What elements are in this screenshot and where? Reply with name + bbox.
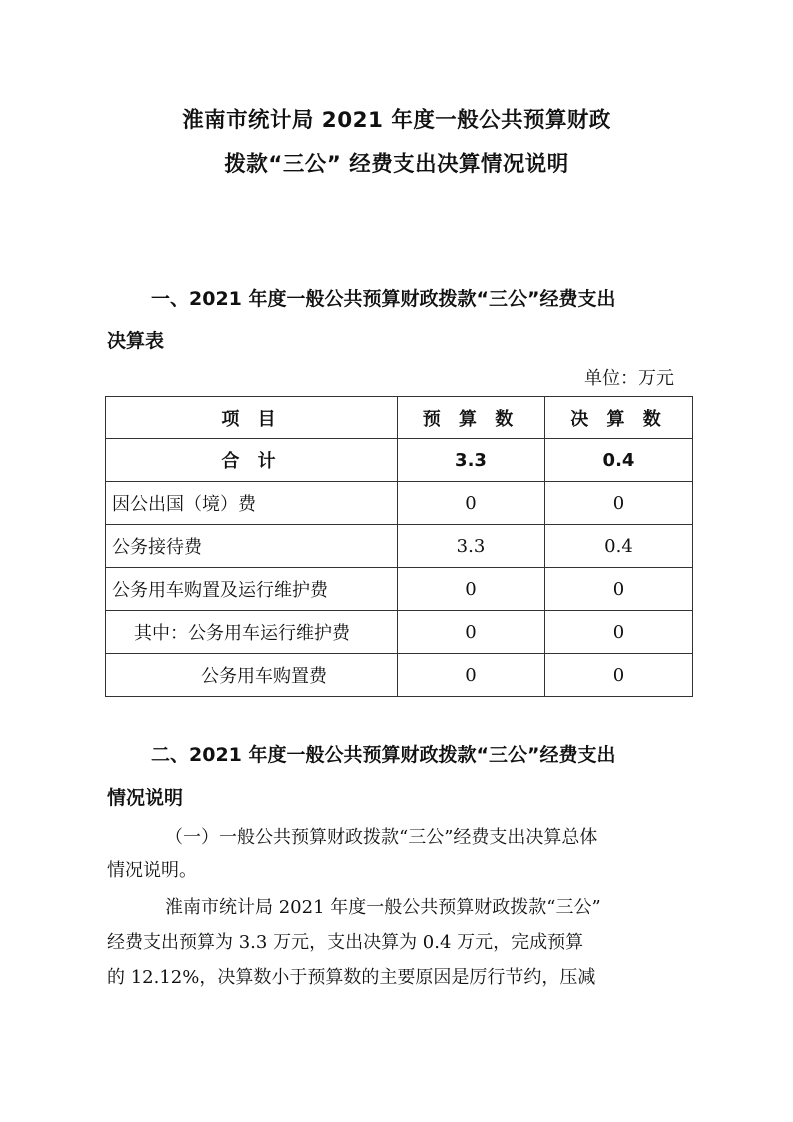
table-row-total [106,439,693,482]
row-actual: 0.4 [545,525,693,568]
row-actual: 0.4 [545,439,693,482]
row-actual: 0 [545,654,693,697]
subsection-1-line-1: （一）一般公共预算财政拨款“三公”经费支出决算总体 [165,827,598,848]
row-budget: 3.3 [398,439,545,482]
row-label: 合 计 [106,439,398,482]
row-budget: 0 [398,654,545,697]
row-label: 公务用车购置及运行维护费 [106,568,398,611]
row-label: 公务接待费 [106,525,398,568]
row-budget: 0 [398,482,545,525]
row-actual: 0 [545,568,693,611]
table-header-row [106,397,693,439]
section-1-heading-line-2: 决算表 [107,330,165,352]
paragraph-line-3: 的 12.12%，决算数小于预算数的主要原因是厉行节约，压减 [107,967,596,988]
document-title-line-1: 淮南市统计局 2021 年度一般公共预算财政 [182,108,611,133]
expenditure-table [105,396,693,697]
header-item: 项 目 [106,397,398,439]
paragraph-line-1: 淮南市统计局 2021 年度一般公共预算财政拨款“三公” [165,897,601,918]
section-1-heading-line-1: 一、2021 年度一般公共预算财政拨款“三公”经费支出 [151,288,616,310]
table-row [106,482,693,525]
unit-label: 单位：万元 [584,368,674,389]
table-row [106,525,693,568]
section-2-heading-line-2: 情况说明 [107,787,184,809]
row-label: 其中：公务用车运行维护费 [106,611,398,654]
row-actual: 0 [545,611,693,654]
row-budget: 3.3 [398,525,545,568]
header-actual: 决 算 数 [545,397,693,439]
row-budget: 0 [398,611,545,654]
document-title-line-2: 拨款“三公” 经费支出决算情况说明 [224,152,569,177]
section-2-heading-line-1: 二、2021 年度一般公共预算财政拨款“三公”经费支出 [151,744,616,766]
row-label: 因公出国（境）费 [106,482,398,525]
row-label: 公务用车购置费 [106,654,398,697]
header-budget: 预 算 数 [398,397,545,439]
table-row [106,568,693,611]
subsection-1-line-2: 情况说明。 [107,860,197,881]
table-row [106,654,693,697]
table-row [106,611,693,654]
row-budget: 0 [398,568,545,611]
row-actual: 0 [545,482,693,525]
paragraph-line-2: 经费支出预算为 3.3 万元，支出决算为 0.4 万元，完成预算 [107,932,584,953]
